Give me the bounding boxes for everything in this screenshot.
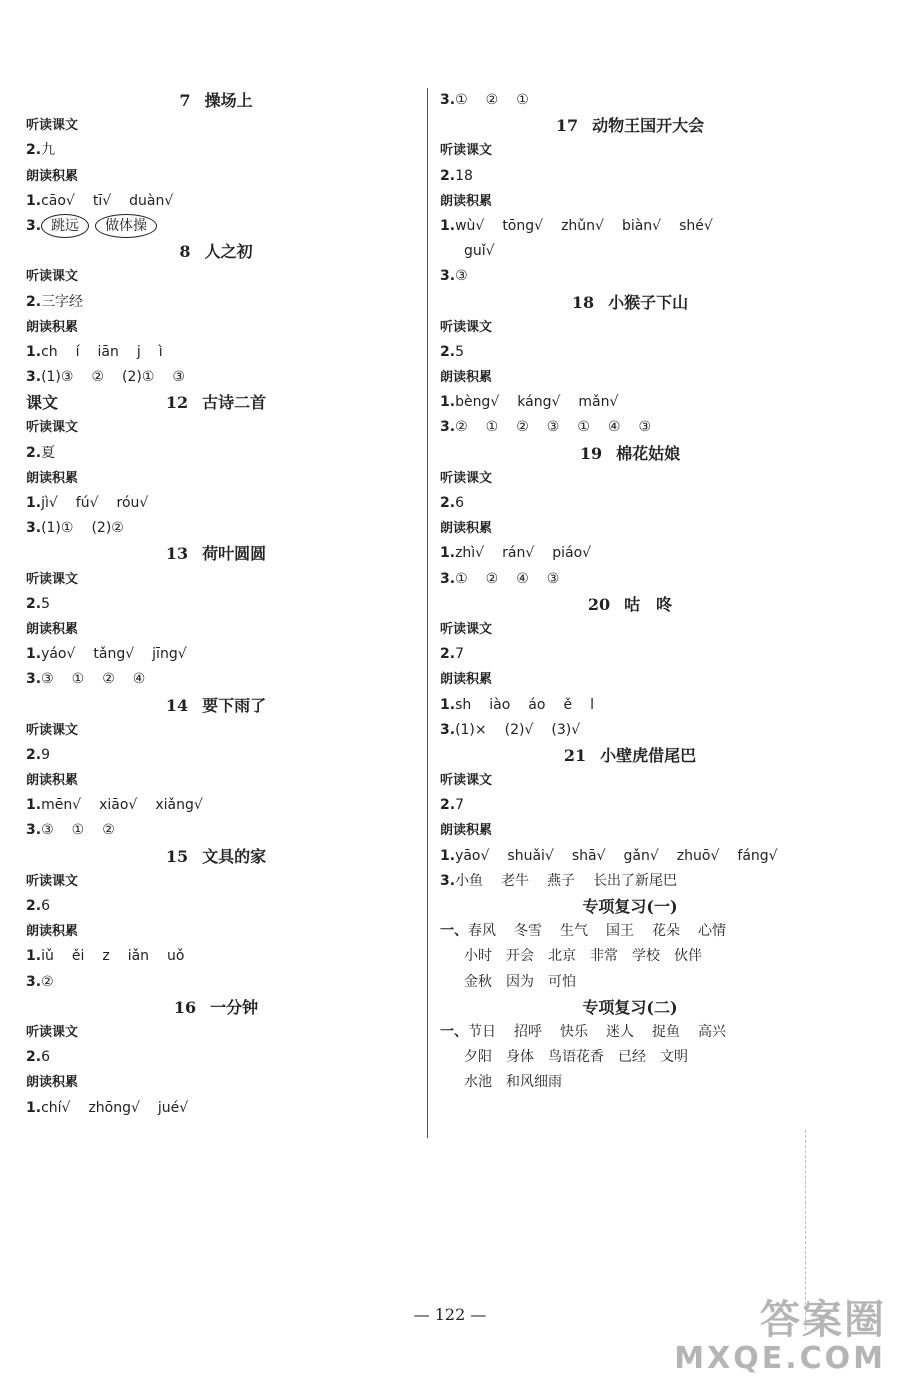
question-number: 2. <box>440 646 456 663</box>
answer-continuation <box>440 1070 820 1095</box>
lesson-number: 20 <box>587 594 611 614</box>
answer-item: ④ <box>516 570 529 587</box>
answer-item: shuǎi√ <box>507 847 554 864</box>
answer-line <box>26 1045 406 1070</box>
answer-item: 快乐 <box>560 1023 588 1040</box>
section-label: 听读课文 <box>26 1024 79 1040</box>
column-divider <box>427 88 428 1138</box>
section-label: 朗读积累 <box>26 1075 79 1091</box>
question-number: 2. <box>440 343 456 360</box>
answer-item: 7 <box>455 646 464 663</box>
answer-line <box>26 1096 406 1121</box>
question-number: 2. <box>440 797 456 814</box>
answer-item: yāo√ <box>455 847 490 864</box>
section-label: 朗读积累 <box>26 168 79 184</box>
answer-item: 学校 <box>632 948 660 965</box>
lesson-number: 8 <box>179 242 191 262</box>
section-label: 朗读积累 <box>440 672 493 688</box>
section-title <box>440 441 820 466</box>
answer-item: ③ <box>172 369 185 386</box>
answer-item: bèng√ <box>455 394 500 411</box>
answer-line <box>440 340 820 365</box>
answer-item: 生气 <box>560 923 588 940</box>
answer-item: 高兴 <box>698 1023 726 1040</box>
lesson-title: 专项复习(二) <box>582 997 678 1017</box>
answer-item: (2)② <box>91 520 124 537</box>
answer-item: ě <box>563 696 573 713</box>
answer-line <box>26 491 406 516</box>
lesson-title: 动物王国开大会 <box>592 116 705 136</box>
answer-line <box>440 693 820 718</box>
answer-item: zhuō√ <box>676 847 720 864</box>
answer-item: ① <box>455 92 468 108</box>
answer-item: 5 <box>455 343 464 360</box>
lesson-number: 21 <box>563 745 587 765</box>
question-number: 一、 <box>440 923 468 940</box>
answer-item: ③ <box>41 822 54 839</box>
answer-item: 鸟语花香 <box>548 1049 604 1066</box>
answer-item: uǒ <box>167 948 185 965</box>
section-label: 朗读积累 <box>440 521 493 537</box>
answer-item: í <box>75 343 80 360</box>
answer-item: (1)× <box>455 721 487 738</box>
answer-continuation <box>440 970 820 995</box>
answer-line <box>26 818 406 843</box>
answer-item: ④ <box>607 419 621 436</box>
answer-line <box>26 743 406 768</box>
answer-item: ① <box>485 419 499 436</box>
question-number: 一、 <box>440 1023 468 1040</box>
answer-item: jì√ <box>41 495 58 511</box>
answer-line <box>440 541 820 566</box>
answer-item: 夏 <box>41 444 56 461</box>
answer-item: xiāo√ <box>99 797 138 814</box>
answer-item: ① <box>577 419 590 436</box>
answer-item: 心情 <box>698 923 726 940</box>
answer-item: l <box>590 696 594 713</box>
section-label: 朗读积累 <box>440 193 493 209</box>
section-label: 朗读积累 <box>26 773 79 789</box>
answer-continuation <box>440 239 820 264</box>
question-number: 3. <box>26 822 42 839</box>
lesson-title: 专项复习(一) <box>582 897 678 916</box>
answer-line <box>440 642 820 667</box>
answer-item: róu√ <box>116 495 149 511</box>
answer-item: 花朵 <box>652 923 680 940</box>
answer-item: iào <box>489 696 511 713</box>
answer-line <box>26 138 406 163</box>
page-number: — 122 — <box>413 1305 487 1324</box>
answer-item: 6 <box>41 1049 50 1066</box>
answer-item: sh <box>455 696 472 713</box>
section-label: 听读课文 <box>440 319 493 335</box>
answer-line <box>440 919 820 944</box>
section-label: 听读课文 <box>26 420 79 436</box>
question-number: 3. <box>26 973 42 990</box>
lesson-title: 一分钟 <box>210 997 259 1017</box>
section-label: 听读课文 <box>26 118 79 134</box>
section-title <box>440 290 820 315</box>
answer-item: 三字经 <box>41 293 84 310</box>
answer-item: zhǔn√ <box>561 217 604 234</box>
answer-item: ② <box>516 419 529 436</box>
answer-item: 冬雪 <box>514 923 542 940</box>
answer-line <box>440 164 820 189</box>
answer-item: 伙伴 <box>674 948 702 965</box>
answer-item: áo <box>528 696 546 713</box>
answer-item: ch <box>41 343 58 360</box>
section-label: 朗读积累 <box>26 924 79 940</box>
answer-item: 7 <box>455 797 464 814</box>
section-title <box>440 743 820 768</box>
lesson-number: 12 <box>165 393 189 413</box>
lesson-number: 13 <box>165 544 189 564</box>
answer-line <box>440 88 820 113</box>
answer-item: 9 <box>41 746 50 763</box>
lesson-number: 15 <box>165 846 189 866</box>
answer-item: ② <box>91 369 105 386</box>
question-number: 2. <box>440 495 456 511</box>
circled-answer: 做体操 <box>95 214 157 238</box>
section-title <box>26 239 406 264</box>
answer-item: chí√ <box>41 1099 71 1116</box>
answer-item: biàn√ <box>621 217 662 234</box>
answer-item: 九 <box>41 142 56 159</box>
question-number: 3. <box>440 419 456 436</box>
answer-line <box>440 214 820 239</box>
lesson-number: 19 <box>579 443 603 463</box>
section-label: 听读课文 <box>440 143 493 159</box>
answer-line <box>26 365 406 390</box>
answer-item: ② <box>41 973 54 990</box>
lesson-number: 17 <box>555 116 579 136</box>
answer-continuation <box>440 1045 820 1070</box>
answer-item: ① <box>71 671 85 688</box>
question-number: 3. <box>26 217 42 234</box>
answer-item: 长出了新尾巴 <box>593 872 678 889</box>
question-number: 2. <box>26 444 42 461</box>
lesson-title: 操场上 <box>204 91 253 110</box>
answer-item: 小时 <box>464 948 492 965</box>
answer-line <box>26 592 406 617</box>
answer-item: iǎn <box>127 948 150 965</box>
lesson-title: 咕 咚 <box>624 594 673 614</box>
question-number: 3. <box>440 721 456 738</box>
answer-line <box>440 844 820 869</box>
answer-item: 老牛 <box>501 872 530 889</box>
answer-item: 水池 <box>464 1074 492 1091</box>
answer-item: tōng√ <box>502 217 544 234</box>
question-number: 1. <box>26 646 42 663</box>
answer-item: 节日 <box>468 1023 496 1040</box>
answer-item: 招呼 <box>514 1023 542 1040</box>
answer-item: ① <box>455 570 468 587</box>
answer-item: 国王 <box>606 923 634 940</box>
answer-item: xiǎng√ <box>155 797 203 814</box>
answer-item: káng√ <box>517 394 561 411</box>
answer-line <box>26 894 406 919</box>
answer-line <box>440 390 820 415</box>
answer-item: 5 <box>41 595 50 612</box>
answer-line <box>26 441 406 466</box>
answer-line <box>26 290 406 315</box>
section-label: 朗读积累 <box>26 470 79 486</box>
question-number: 2. <box>26 746 42 763</box>
answer-line <box>440 793 820 818</box>
circled-answer: 跳远 <box>41 214 89 238</box>
question-number: 2. <box>26 595 42 612</box>
section-label: 听读课文 <box>26 873 79 889</box>
answer-line <box>26 970 406 995</box>
lesson-title: 文具的家 <box>202 846 267 866</box>
question-number: 3. <box>26 671 42 688</box>
watermark-logo-text: 答案圈 <box>760 1297 886 1343</box>
answer-item: tǎng√ <box>93 646 135 663</box>
answer-item: 因为 <box>506 973 534 990</box>
answer-line <box>440 869 820 894</box>
answer-item: ② <box>485 570 499 587</box>
lesson-number: 7 <box>179 91 191 110</box>
answer-item: 6 <box>455 495 464 511</box>
section-title <box>440 894 820 919</box>
section-title <box>26 88 406 113</box>
answer-item: 已经 <box>618 1049 646 1066</box>
answer-line <box>440 567 820 592</box>
question-number: 1. <box>26 1099 42 1116</box>
answer-item: (1)③ <box>41 369 74 386</box>
answer-item: 非常 <box>590 948 618 965</box>
answer-item: 捉鱼 <box>652 1023 680 1040</box>
answer-line <box>26 189 406 214</box>
answer-item: ③ <box>638 419 651 436</box>
question-number: 3. <box>26 520 42 537</box>
question-number: 2. <box>26 1049 42 1066</box>
section-title <box>26 693 406 718</box>
lesson-title: 人之初 <box>204 242 253 262</box>
answer-item: 金秋 <box>464 973 492 990</box>
left-column <box>26 88 406 1121</box>
section-label: 听读课文 <box>440 773 493 789</box>
section-label: 听读课文 <box>26 571 79 587</box>
answer-item: jīng√ <box>152 646 187 663</box>
answer-item: piáo√ <box>552 545 592 562</box>
answer-item: (3)√ <box>551 721 581 738</box>
section-label: 朗读积累 <box>440 823 493 839</box>
section-label: 听读课文 <box>26 722 79 738</box>
answer-item: ① <box>516 92 529 108</box>
answer-item: zhì√ <box>455 545 485 562</box>
answer-item: z <box>102 948 110 965</box>
answer-item: 北京 <box>548 948 576 965</box>
answer-line <box>26 667 406 692</box>
question-number: 1. <box>440 217 456 234</box>
watermark-url: MXQE.COM <box>674 1341 886 1376</box>
answer-item: cāo√ <box>41 192 75 209</box>
answer-item: (1)① <box>41 520 74 537</box>
answer-item: yáo√ <box>41 646 76 663</box>
answer-item: 迷人 <box>606 1023 634 1040</box>
question-number: 1. <box>440 394 456 411</box>
answer-item: fáng√ <box>737 847 778 864</box>
question-number: 1. <box>26 948 42 965</box>
answer-item: gǎn√ <box>623 847 659 864</box>
question-number: 1. <box>26 797 42 814</box>
answer-item: ② <box>102 822 115 839</box>
answer-continuation <box>440 944 820 969</box>
lesson-title: 古诗二首 <box>202 393 267 413</box>
lesson-title: 小壁虎借尾巴 <box>600 745 697 765</box>
answer-item: ì <box>158 343 163 360</box>
section-title <box>440 113 820 138</box>
lesson-title: 棉花姑娘 <box>616 443 681 463</box>
answer-line <box>440 491 820 516</box>
answer-line <box>26 793 406 818</box>
answer-item: ③ <box>41 671 54 688</box>
answer-item: 可怕 <box>548 973 576 990</box>
answer-item: ④ <box>132 671 146 688</box>
question-number: 1. <box>26 495 42 511</box>
answer-item: mēn√ <box>41 797 82 814</box>
answer-item: 小鱼 <box>455 872 484 889</box>
answer-line <box>26 214 406 239</box>
answer-item: 6 <box>41 898 50 914</box>
section-label: 朗读积累 <box>26 319 79 335</box>
answer-item: j <box>136 343 141 360</box>
lesson-title: 荷叶圆圆 <box>202 544 267 564</box>
lesson-title: 小猴子下山 <box>608 292 689 312</box>
answer-item: zhōng√ <box>88 1099 140 1116</box>
lesson-number: 14 <box>165 695 189 715</box>
section-label: 听读课文 <box>26 269 79 285</box>
answer-item: 开会 <box>506 948 534 965</box>
answer-line <box>440 264 820 289</box>
question-number: 3. <box>440 570 456 587</box>
answer-item: (2)① <box>122 369 155 386</box>
right-column <box>440 88 820 1096</box>
section-label: 听读课文 <box>440 470 493 486</box>
section-title <box>26 844 406 869</box>
question-number: 1. <box>440 696 456 713</box>
question-number: 3. <box>26 369 42 386</box>
unit-label: 课文 <box>26 393 59 413</box>
watermark <box>674 1298 886 1376</box>
lesson-title: 要下雨了 <box>202 695 267 715</box>
answer-item: 身体 <box>506 1049 534 1066</box>
answer-item: shā√ <box>571 847 606 864</box>
question-number: 2. <box>440 167 456 184</box>
answer-item: ① <box>71 822 85 839</box>
question-number: 1. <box>26 343 42 360</box>
answer-item: 春风 <box>468 923 496 940</box>
answer-item: 文明 <box>660 1049 688 1066</box>
answer-item: ③ <box>455 268 468 285</box>
section-title <box>440 995 820 1020</box>
answer-item: fú√ <box>75 495 99 511</box>
answer-item: guǐ√ <box>464 243 495 260</box>
section-label: 听读课文 <box>440 621 493 637</box>
section-title <box>26 390 406 415</box>
answer-item: (2)√ <box>504 721 534 738</box>
answer-line <box>26 944 406 969</box>
answer-item: jué√ <box>157 1099 189 1116</box>
answer-item: ③ <box>546 570 560 587</box>
section-title <box>440 592 820 617</box>
answer-item: duàn√ <box>129 192 174 209</box>
answer-item: ② <box>455 419 468 436</box>
question-number: 1. <box>26 192 42 209</box>
answer-item: ② <box>102 671 115 688</box>
answer-item: 燕子 <box>547 872 576 889</box>
answer-line <box>26 340 406 365</box>
question-number: 1. <box>440 847 456 864</box>
section-label: 朗读积累 <box>440 370 493 386</box>
question-number: 3. <box>440 92 456 108</box>
answer-item: 18 <box>455 167 473 184</box>
answer-item: mǎn√ <box>578 394 619 411</box>
question-number: 3. <box>440 268 456 285</box>
lesson-number: 16 <box>173 997 197 1017</box>
answer-item: ② <box>485 92 499 108</box>
answer-item: ěi <box>71 948 85 965</box>
answer-line <box>26 516 406 541</box>
answer-item: 和风细雨 <box>506 1074 562 1091</box>
answer-item: iǔ <box>41 948 54 965</box>
answer-item: wù√ <box>455 217 485 234</box>
answer-item: shé√ <box>679 217 713 234</box>
section-title <box>26 541 406 566</box>
answer-line <box>440 415 820 440</box>
lesson-number: 18 <box>571 292 595 312</box>
question-number: 2. <box>26 293 42 310</box>
answer-item: rán√ <box>502 545 535 562</box>
answer-line <box>440 718 820 743</box>
question-number: 2. <box>26 898 42 914</box>
question-number: 3. <box>440 872 456 889</box>
section-title <box>26 995 406 1020</box>
answer-item: 夕阳 <box>464 1049 492 1066</box>
answer-line <box>440 1020 820 1045</box>
answer-item: tī√ <box>92 192 112 209</box>
question-number: 2. <box>26 142 42 159</box>
answer-item: iān <box>97 343 119 360</box>
answer-line <box>26 642 406 667</box>
answer-item: ③ <box>546 419 560 436</box>
question-number: 1. <box>440 545 456 562</box>
section-label: 朗读积累 <box>26 621 79 637</box>
